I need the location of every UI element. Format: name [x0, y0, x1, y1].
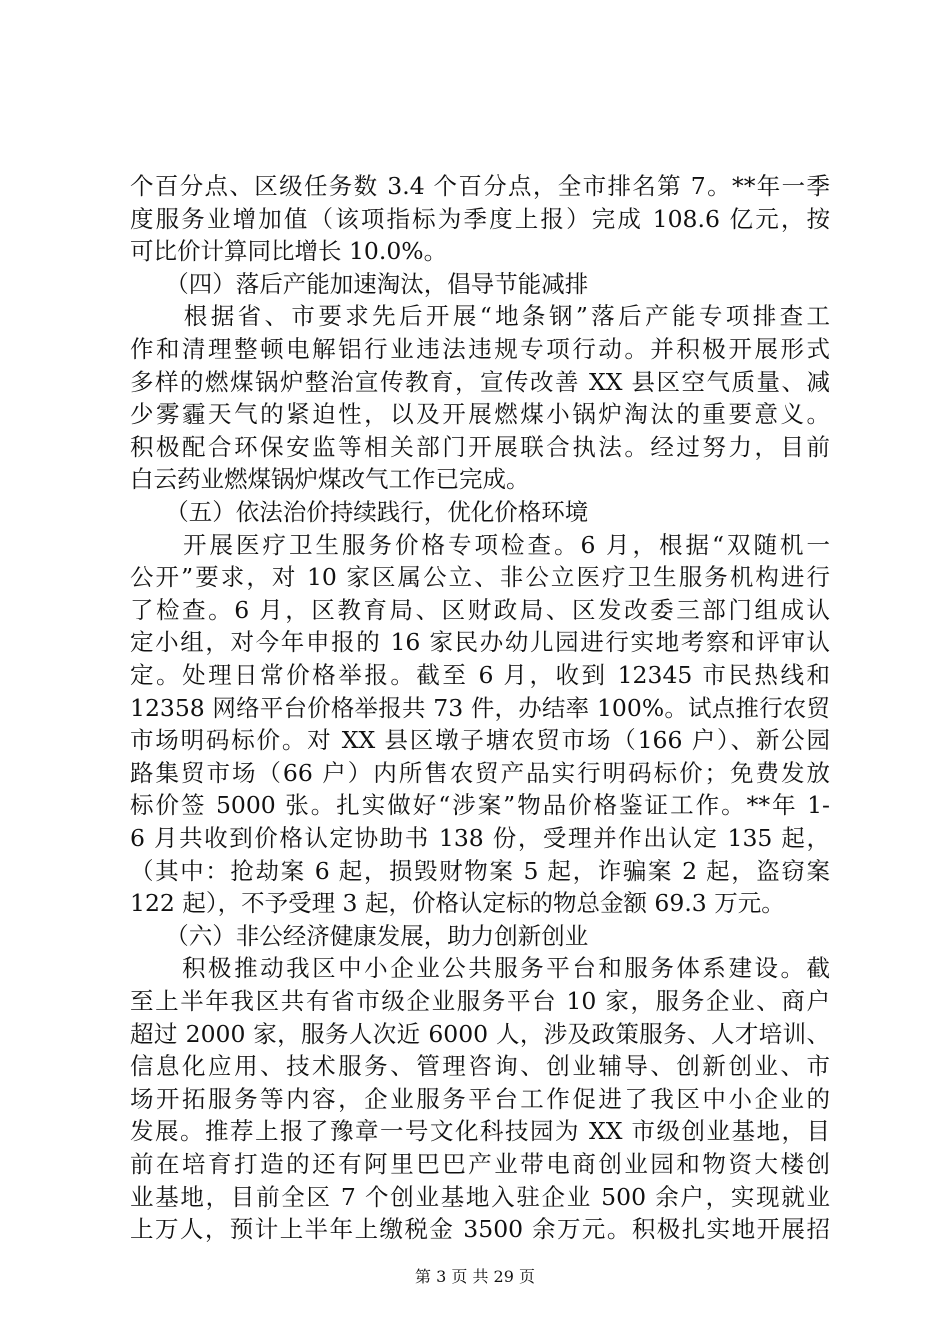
text-line: 多样的燃煤锅炉整治宣传教育，宣传改善 XX 县区空气质量、减 [130, 367, 830, 396]
text-line: 定。处理日常价格举报。截至 6 月，收到 12345 市民热线和 [130, 661, 830, 689]
text-line: 积极配合环保安监等相关部门开展联合执法。经过努力，目前 [130, 432, 830, 461]
text-line: 12358 网络平台价格举报共 73 件，办结率 100%。试点推行农贸 [130, 693, 830, 722]
text-line: 少雾霾天气的紧迫性，以及开展燃煤小锅炉淘汰的重要意义。 [130, 400, 830, 429]
text-line: 个百分点、区级任务数 3.4 个百分点，全市排名第 7。**年一季 [130, 172, 830, 200]
text-line: 市场明码标价。对 XX 县区墩子塘农贸市场（166 户）、新公园 [130, 726, 830, 755]
text-line: 前在培育打造的还有阿里巴巴产业带电商创业园和物资大楼创 [130, 1150, 830, 1178]
text-line: 了检查。6 月，区教育局、区财政局、区发改委三部门组成认 [130, 595, 830, 624]
text-line: 白云药业燃煤锅炉煤改气工作已完成。 [130, 465, 530, 494]
text-line: 定小组，对今年申报的 16 家民办幼儿园进行实地考察和评审认 [130, 628, 830, 657]
section-heading-5: （五）依法治价持续践行，优化价格环境 [130, 498, 589, 526]
page-number-footer: 第 3 页 共 29 页 [415, 1267, 535, 1286]
text-line: 业基地，目前全区 7 个创业基地入驻企业 500 余户，实现就业 [130, 1182, 830, 1211]
text-line: 作和清理整顿电解铝行业违法违规专项行动。并积极开展形式 [130, 335, 830, 363]
text-line: 场开拓服务等内容，企业服务平台工作促进了我区中小企业的 [130, 1084, 830, 1113]
text-line: 开展医疗卫生服务价格专项检查。6 月，根据“双随机一 [130, 530, 830, 559]
text-line: 度服务业增加值（该项指标为季度上报）完成 108.6 亿元，按 [130, 204, 830, 233]
text-line: 6 月共收到价格认定协助书 138 份，受理并作出认定 135 起， [130, 824, 830, 852]
text-line: 可比价计算同比增长 10.0%。 [130, 237, 448, 266]
text-line: 标价签 5000 张。扎实做好“涉案”物品价格鉴证工作。**年 1- [130, 791, 830, 820]
text-line: 至上半年我区共有省市级企业服务平台 10 家，服务企业、商户 [130, 987, 830, 1015]
text-line: 超过 2000 家，服务人次近 6000 人，涉及政策服务、人才培训、 [130, 1019, 830, 1048]
text-line: 上万人，预计上半年上缴税金 3500 余万元。积极扎实地开展招 [130, 1215, 830, 1244]
text-line: 积极推动我区中小企业公共服务平台和服务体系建设。截 [130, 954, 830, 983]
text-line: 122 起），不予受理 3 起，价格认定标的物总金额 69.3 万元。 [130, 889, 785, 918]
text-line: 公开”要求，对 10 家区属公立、非公立医疗卫生服务机构进行 [130, 563, 830, 592]
section-heading-4: （四）落后产能加速淘汰，倡导节能减排 [130, 269, 589, 298]
text-line: 根据省、市要求先后开展“地条钢”落后产能专项排查工 [130, 302, 830, 331]
text-line: （其中：抢劫案 6 起，损毁财物案 5 起，诈骗案 2 起，盗窃案 [130, 856, 830, 885]
text-line: 发展。推荐上报了豫章一号文化科技园为 XX 市级创业基地，目 [130, 1117, 830, 1146]
text-line: 信息化应用、技术服务、管理咨询、创业辅导、创新创业、市 [130, 1052, 830, 1081]
section-heading-6: （六）非公经济健康发展，助力创新创业 [130, 921, 589, 950]
text-line: 路集贸市场（66 户）内所售农贸产品实行明码标价；免费发放 [130, 758, 830, 787]
